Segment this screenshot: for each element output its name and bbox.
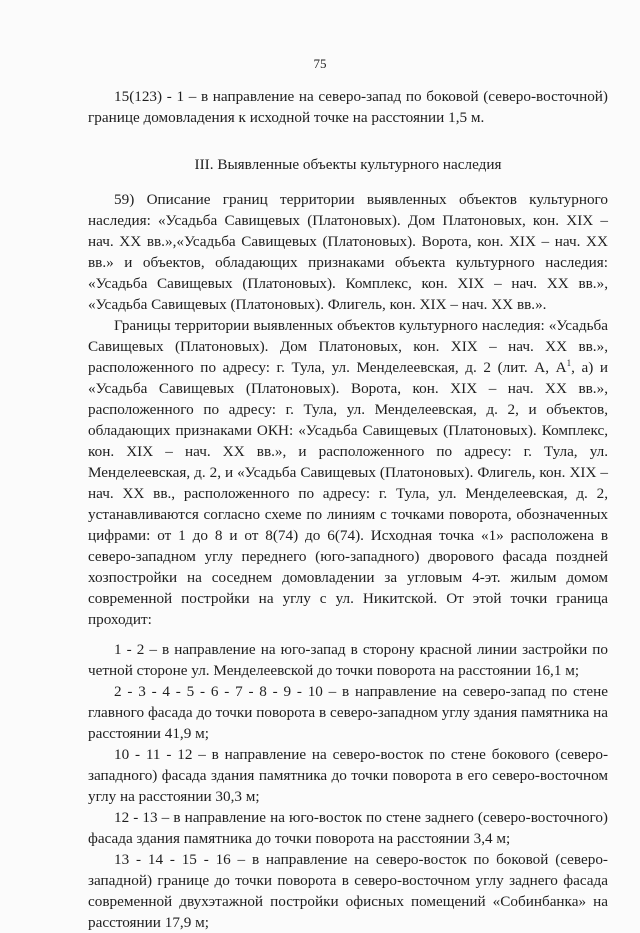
segment-paragraph: 10 - 11 - 12 – в направление на северо-восток по стене бокового (северо-западного) фасада здания памятника до точки поворота в его северо-восточном углу на расстоянии 30,3 м; [88, 746, 608, 805]
segment-paragraph: 2 - 3 - 4 - 5 - 6 - 7 - 8 - 9 - 10 – в направление на северо-запад по стене главного фасада до точки поворота в северо-западном углу здания памятника на расстоянии 41,9 м; [88, 683, 608, 742]
boundaries-paragraph [88, 315, 608, 630]
intro-paragraph: 15(123) - 1 – в направление на северо-запад по боковой (северо-восточной) границе домовладения к исходной точке на расстоянии 1,5 м. [88, 88, 608, 126]
segment-paragraph: 13 - 14 - 15 - 16 – в направление на северо-восток по боковой (северо-западной) границе до точки поворота в северо-восточном углу заднего фасада современной двухэтажной постройки офисных помещений «Собинбанка» на расстоянии 17,9 м; [88, 851, 608, 931]
document-body [88, 86, 608, 933]
section-heading: III. Выявленные объекты культурного наследия [194, 156, 502, 173]
boundaries-superscript: 1 [566, 357, 572, 368]
segment-paragraph: 12 - 13 – в направление на юго-восток по стене заднего (северо-восточного) фасада здания памятника до точки поворота на расстоянии 3,4 м; [88, 809, 608, 847]
item-59-paragraph: 59) Описание границ территории выявленных объектов культурного наследия: «Усадьба Савищевых (Платоновых). Дом Платоновых, кон. XIX – нач. XX вв.»,«Усадьба Савищевых (Платоновых). Ворота, кон. XIX – нач. XX вв.» и объектов, обладающих признаками объекта культурного наследия: «Усадьба Савищевых (Платоновых). Комплекс, кон. XIX – нач. XX вв.», «Усадьба Савищевых (Платоновых). Флигель, кон. XIX – нач. XX вв.». [88, 191, 608, 313]
segment-paragraph: 1 - 2 – в направление на юго-запад в сторону красной линии застройки по четной стороне ул. Менделеевской до точки поворота на расстоянии 16,1 м; [88, 641, 608, 679]
boundaries-text-part1: Границы территории выявленных объектов культурного наследия: «Усадьба Савищевых (Платоновых). Дом Платоновых, кон. XIX – нач. XX вв.», расположенного по адресу: г. Тула, ул. Менделеевская, д. 2 (лит. А, А [88, 317, 608, 376]
boundaries-text-part2: , а) и «Усадьба Савищевых (Платоновых). Ворота, кон. XIX – нач. XX вв.», расположенного по адресу: г. Тула, ул. Менделеевская, д. 2, и объектов, обладающих признаками ОКН: «Усадьба Савищевых (Платоновых). Комплекс, кон. XIX – нач. XX вв.», и расположенного по адресу: г. Тула, ул. Менделеевская, д. 2, и «Усадьба Савищевых (Платоновых). Флигель, кон. XIX – нач. XX вв., расположенного по адресу: г. Тула, ул. Менделеевская, д. 2, устанавливаются согласно схеме по линиям с точками поворота, обозначенных цифрами: от 1 до 8 и от 8(74) до 6(74). Исходная точка «1» расположена в северо-западном углу переднего (юго-западного) дворового фасада поздней хозпостройки на соседнем домовладении за угловым 4-эт. жилым домом современной постройки на углу с ул. Никитской. От этой точки граница проходит: [88, 359, 608, 628]
page-number: 75 [313, 56, 327, 71]
